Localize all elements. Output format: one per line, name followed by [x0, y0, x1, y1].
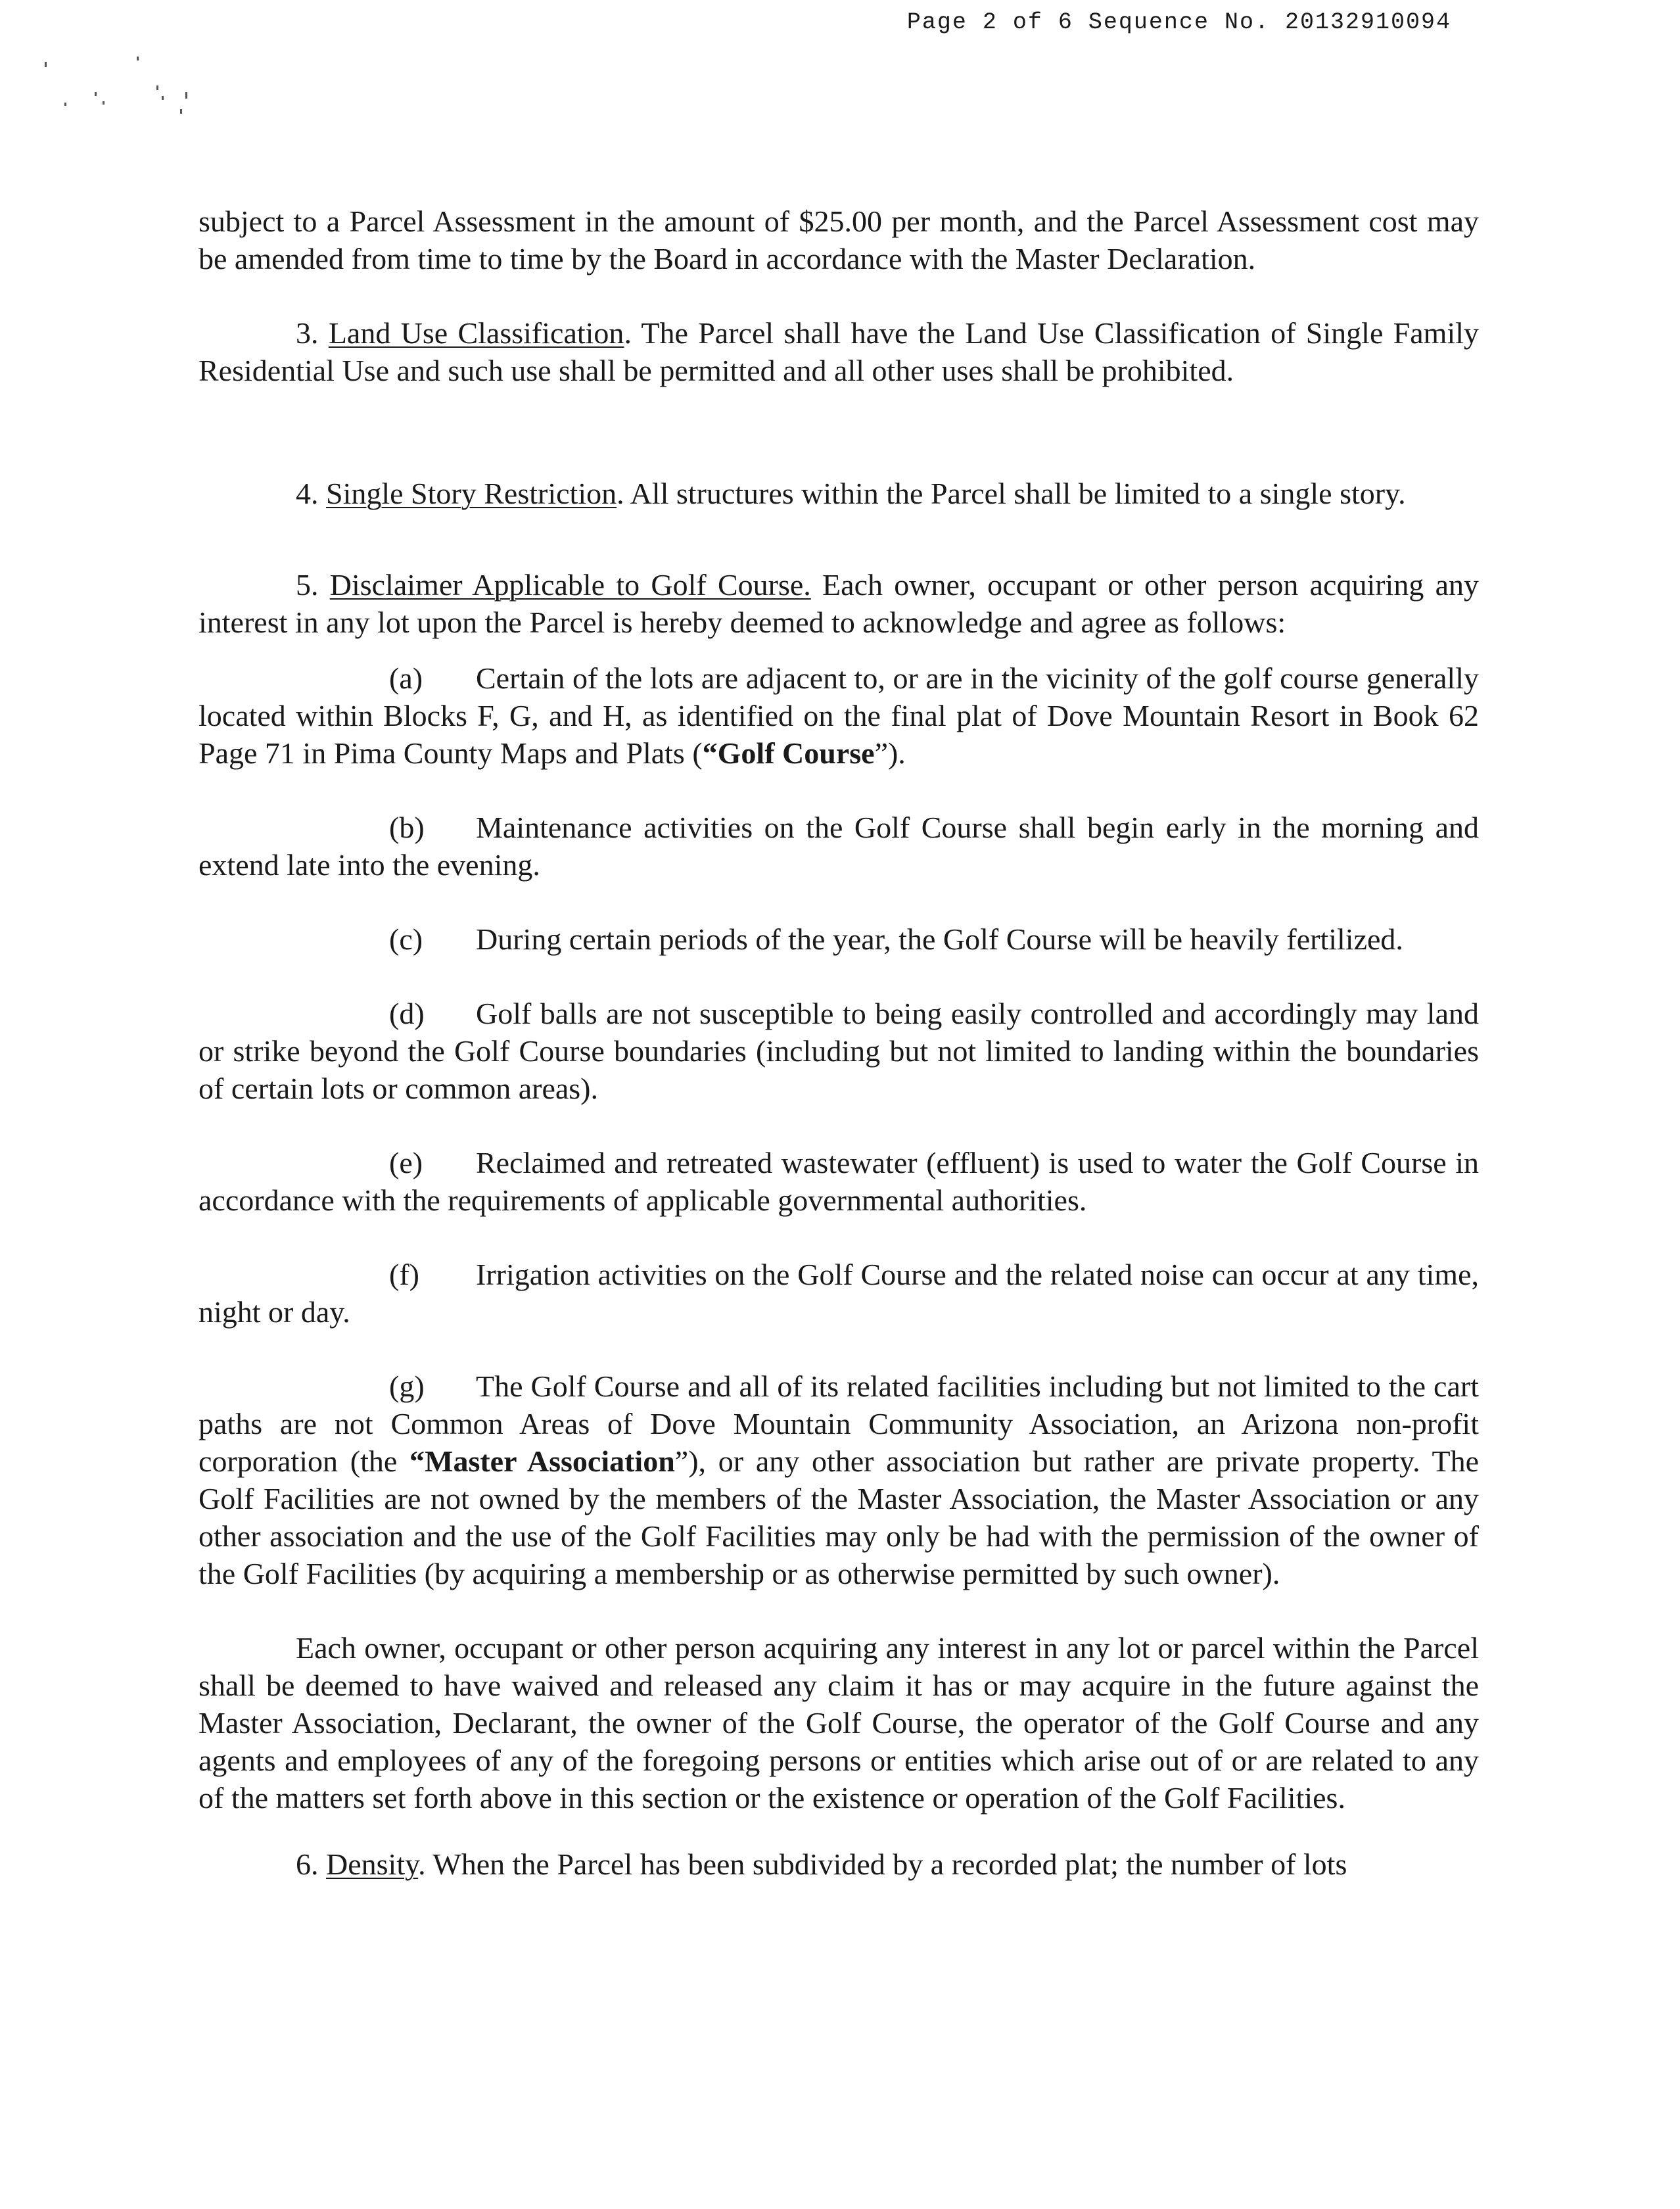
section-number: 3. — [296, 316, 319, 350]
section-number: 5. — [296, 568, 319, 602]
section-3-land-use: 3. Land Use Classification. The Parcel shall have the Land Use Classification of Single Family Residential Use and such use shall be permitted and all other uses shall be prohibited. — [198, 316, 1480, 387]
scan-specks — [39, 53, 223, 125]
clause-marker: (b) — [389, 811, 425, 844]
clause-b: (b) Maintenance activities on the Golf Course shall begin early in the morning and extend late into the evening. — [198, 809, 1479, 884]
clause-c: (c) During certain periods of the year, the Golf Course will be heavily fertilized. — [198, 920, 1479, 958]
clause-a: (a) Certain of the lots are adjacent to, or are in the vicinity of the golf course generally located within Blocks F, G, and H, as identified on the final plat of Dove Mountain Resort in Book 62 Page 71 in Pima County Maps and Plats (“Golf Course”). — [198, 659, 1479, 772]
section-number: 4. — [296, 477, 319, 510]
section-5-golf-disclaimer: 5. Disclaimer Applicable to Golf Course. Each owner, occupant or other person acquiring any interest in any lot upon the Parcel is hereby deemed to acknowledge and agree as follows: — [198, 568, 1480, 639]
section-heading: Single Story Restriction — [326, 477, 617, 510]
clause-marker: (e) — [389, 1146, 423, 1179]
page-sequence-header: Page 2 of 6 Sequence No. 20132910094 — [906, 9, 1451, 36]
document-body — [198, 202, 1479, 1883]
clause-marker: (a) — [389, 661, 423, 695]
clause-marker: (c) — [389, 922, 423, 956]
section-number: 6. — [296, 1847, 319, 1881]
clause-marker: (f) — [389, 1258, 419, 1291]
clause-g: (g) The Golf Course and all of its related facilities including but not limited to the cart paths are not Common Areas of Dove Mountain Community Association, an Arizona non-profit corporation (the “Master Association”), or any other association but rather are private property. The Golf Facilities are not owned by the members of the Master Association, the Master Association or any other association and the use of the Golf Facilities may only be had with the permission of the owner of the Golf Facilities (by acquiring a membership or as otherwise permitted by such owner). — [198, 1367, 1479, 1592]
waiver-paragraph: Each owner, occupant or other person acquiring any interest in any lot or parcel within the Parcel shall be deemed to have waived and released any claim it has or may acquire in the future against the Master Association, Declarant, the owner of the Golf Course, the operator of the Golf Course and any agents and employees of any of the foregoing persons or entities which arise out of or are related to any of the matters set forth above in this section or the existence or operation of the Golf Facilities. — [198, 1631, 1479, 1815]
clause-marker: (g) — [389, 1369, 425, 1403]
clause-e: (e) Reclaimed and retreated wastewater (effluent) is used to water the Golf Course in accordance with the requirements of applicable governmental authorities. — [198, 1144, 1479, 1219]
section-heading: Land Use Classification — [328, 316, 624, 350]
section-heading: Disclaimer Applicable to Golf Course. — [329, 568, 811, 602]
clause-f: (f) Irrigation activities on the Golf Course and the related noise can occur at any time, night or day. — [198, 1256, 1479, 1331]
section-6-density: 6. Density. When the Parcel has been subdivided by a recorded plat; the number of lots — [296, 1847, 1347, 1881]
paragraph-assessment-continued: subject to a Parcel Assessment in the amount of $25.00 per month, and the Parcel Assessment cost may be amended from time to time by the Board in accordance with the Master Declaration. — [198, 204, 1479, 275]
clause-marker: (d) — [389, 997, 425, 1030]
section-heading: Density — [326, 1847, 419, 1881]
section-4-single-story: 4. Single Story Restriction. All structures within the Parcel shall be limited to a single story. — [296, 477, 1406, 510]
clause-d: (d) Golf balls are not susceptible to being easily controlled and accordingly may land or strike beyond the Golf Course boundaries (including but not limited to landing within the boundaries of certain lots or common areas). — [198, 995, 1479, 1107]
